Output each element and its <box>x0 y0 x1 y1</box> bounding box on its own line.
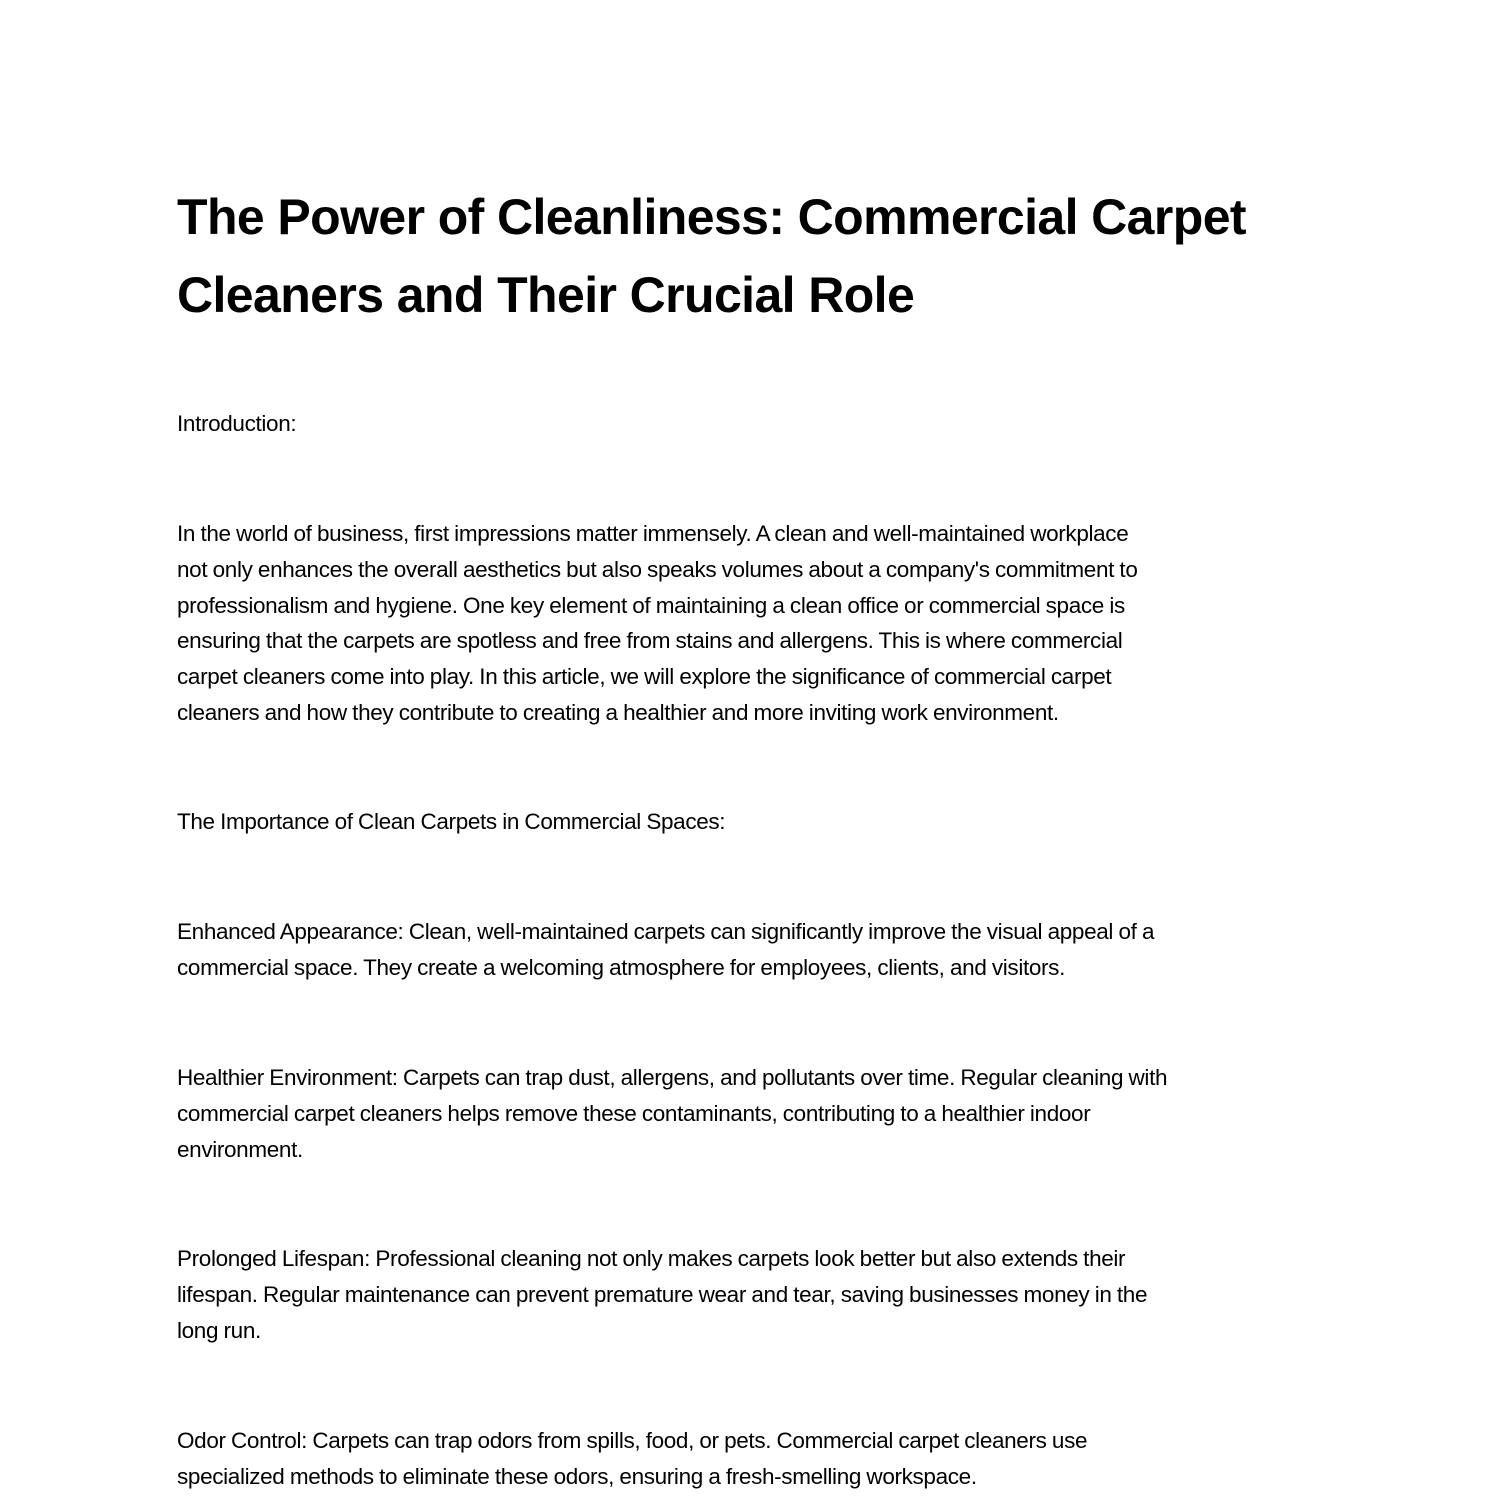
paragraph-line: long run. <box>177 1317 261 1343</box>
paragraph-line: Prolonged Lifespan: Professional cleaning not only makes carpets look better but also extends their <box>177 1246 1126 1271</box>
section-heading: The Importance of Clean Carpets in Commercial Spaces: <box>177 809 726 834</box>
paragraph-line: carpet cleaners come into play. In this article, we will explore the significance of commercial carpet <box>177 664 1112 690</box>
paragraph-line: ensuring that the carpets are spotless and free from stains and allergens. This is where commercial <box>177 628 1123 654</box>
paragraph-line: commercial space. They create a welcoming atmosphere for employees, clients, and visitors. <box>177 954 1065 980</box>
point-enhanced-appearance <box>177 914 1337 986</box>
paragraph-line: environment. <box>177 1136 303 1162</box>
paragraph-line: commercial carpet cleaners helps remove these contaminants, contributing to a healthier indoor <box>177 1100 1091 1126</box>
paragraph-line: not only enhances the overall aesthetics but also speaks volumes about a company's commitment to <box>177 556 1138 582</box>
paragraph-line: Odor Control: Carpets can trap odors from spills, food, or pets. Commercial carpet cleaners use <box>177 1428 1088 1453</box>
paragraph-line: Enhanced Appearance: Clean, well-maintained carpets can significantly improve the visual appeal of a <box>177 919 1155 944</box>
paragraph-line: Healthier Environment: Carpets can trap dust, allergens, and pollutants over time. Regular cleaning with <box>177 1065 1168 1090</box>
point-odor-control <box>177 1423 1337 1495</box>
paragraph-line: cleaners and how they contribute to creating a healthier and more inviting work environment. <box>177 699 1059 725</box>
title-line: Cleaners and Their Crucial Role <box>177 267 915 323</box>
title-line: The Power of Cleanliness: Commercial Carpet <box>177 189 1246 245</box>
paragraph-line: lifespan. Regular maintenance can prevent premature wear and tear, saving businesses money in the <box>177 1281 1148 1307</box>
paragraph-line: specialized methods to eliminate these odors, ensuring a fresh-smelling workspace. <box>177 1463 977 1489</box>
document-title <box>177 178 1357 334</box>
point-healthier-environment <box>177 1060 1337 1167</box>
point-prolonged-lifespan <box>177 1241 1337 1348</box>
intro-paragraph <box>177 516 1337 731</box>
paragraph-line: professionalism and hygiene. One key element of maintaining a clean office or commercial space is <box>177 592 1125 618</box>
intro-label: Introduction: <box>177 411 297 436</box>
paragraph-line: In the world of business, first impressions matter immensely. A clean and well-maintained workplace <box>177 521 1129 546</box>
